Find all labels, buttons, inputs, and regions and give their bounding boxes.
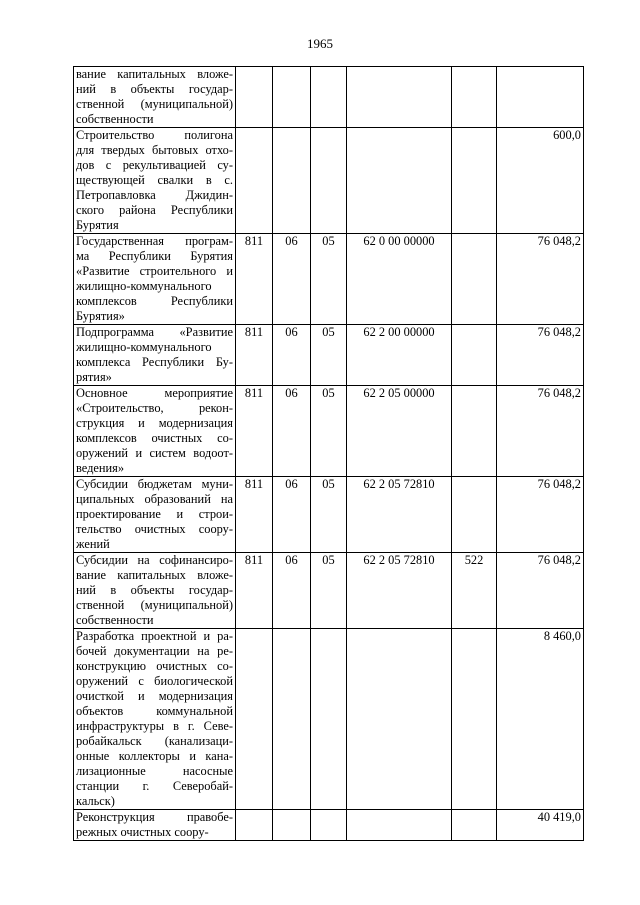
expense-type-cell [452,234,497,325]
item-name-line: объектов коммунальной [76,704,233,718]
item-name-cell [74,477,236,553]
item-name-line: ма Республики Бурятия [76,249,233,263]
target-article-cell: 62 2 05 72810 [347,477,452,553]
target-article-cell: 62 2 05 00000 [347,386,452,477]
item-name-line: комплекса Республики Бу- [76,355,233,369]
ministry-code-cell: 811 [236,386,273,477]
subsection-code-cell: 05 [311,477,347,553]
item-name-line: Субсидии бюджетам муни- [76,477,233,491]
ministry-code-cell: 811 [236,477,273,553]
item-name-line: «Развитие строительного и [76,264,233,278]
item-name-line: Бурятия» [76,309,125,323]
table-row [74,234,584,325]
item-name-line: бочей документации на ре- [76,644,233,658]
target-article-cell: 62 2 00 00000 [347,325,452,386]
item-name-line: собственности [76,112,154,126]
amount-cell [497,67,584,128]
amount-cell: 76 048,2 [497,234,584,325]
subsection-code-cell: 05 [311,234,347,325]
table-row [74,477,584,553]
subsection-code-cell: 05 [311,553,347,629]
ministry-code-cell: 811 [236,325,273,386]
item-name-line: ществующей свалки в с. [76,173,233,187]
item-name-line: ний в объекты государ- [76,583,233,597]
item-name-line: Петропавловка Джидин- [76,188,233,202]
target-article-cell: 62 0 00 00000 [347,234,452,325]
amount-cell: 40 419,0 [497,810,584,841]
item-name-cell [74,386,236,477]
ministry-code-cell [236,128,273,234]
expense-type-cell: 522 [452,553,497,629]
item-name-line: станции г. Северобай- [76,779,233,793]
expense-type-cell [452,67,497,128]
item-name-line: дов с рекультивацией су- [76,158,233,172]
item-name-line: ний в объекты государ- [76,82,233,96]
item-name-line: ского района Республики [76,203,233,217]
item-name-line: комплексов Республики [76,294,233,308]
item-name-line: жилищно-коммунального [76,279,212,293]
item-name-cell [74,810,236,841]
subsection-code-cell [311,67,347,128]
item-name-line: собственности [76,613,154,627]
item-name-cell [74,325,236,386]
item-name-line: конструкцию очистных со- [76,659,233,673]
section-code-cell: 06 [273,234,311,325]
item-name-line: проектирование и строи- [76,507,233,521]
expense-type-cell [452,477,497,553]
item-name-line: жений [76,537,110,551]
item-name-line: Субсидии на софинансиро- [76,553,233,567]
item-name-line: Реконструкция правобе- [76,810,233,824]
target-article-cell [347,128,452,234]
item-name-line: тельство очистных соору- [76,522,233,536]
table-row [74,629,584,810]
item-name-line: инфраструктуры в г. Севе- [76,719,233,733]
item-name-line: оружений и систем водоот- [76,446,233,460]
amount-cell: 76 048,2 [497,386,584,477]
table-row [74,386,584,477]
subsection-code-cell: 05 [311,386,347,477]
subsection-code-cell [311,810,347,841]
section-code-cell: 06 [273,325,311,386]
target-article-cell [347,67,452,128]
amount-cell: 76 048,2 [497,553,584,629]
item-name-line: режных очистных соору- [76,825,209,839]
section-code-cell [273,629,311,810]
ministry-code-cell [236,629,273,810]
item-name-line: рятия» [76,370,112,384]
expense-type-cell [452,325,497,386]
item-name-cell [74,67,236,128]
item-name-line: Строительство полигона [76,128,233,142]
expense-type-cell [452,386,497,477]
item-name-cell [74,553,236,629]
section-code-cell: 06 [273,553,311,629]
budget-table [73,66,584,841]
item-name-line: онные коллекторы и кана- [76,749,233,763]
subsection-code-cell [311,629,347,810]
ministry-code-cell: 811 [236,553,273,629]
item-name-line: робайкальск (канализаци- [76,734,233,748]
item-name-line: для твердых бытовых отхо- [76,143,233,157]
item-name-line: Бурятия [76,218,119,232]
section-code-cell [273,67,311,128]
item-name-line: Разработка проектной и ра- [76,629,233,643]
page-number: 1965 [307,36,333,51]
item-name-line: Основное мероприятие [76,386,233,400]
item-name-line: струкция и модернизация [76,416,233,430]
target-article-cell [347,629,452,810]
table-row [74,553,584,629]
expense-type-cell [452,810,497,841]
ministry-code-cell: 811 [236,234,273,325]
budget-table-body [74,67,584,841]
item-name-line: очисткой и модернизация [76,689,233,703]
item-name-line: Подпрограмма «Развитие [76,325,233,339]
section-code-cell: 06 [273,386,311,477]
item-name-line: ведения» [76,461,125,475]
table-row [74,67,584,128]
item-name-line: комплексов очистных со- [76,431,233,445]
target-article-cell [347,810,452,841]
item-name-line: ственной (муниципальной) [76,97,233,111]
table-row [74,325,584,386]
item-name-line: лизационные насосные [76,764,233,778]
section-code-cell: 06 [273,477,311,553]
item-name-line: кальск) [76,794,115,808]
ministry-code-cell [236,67,273,128]
item-name-line: вание капитальных вложе- [76,568,233,582]
subsection-code-cell [311,128,347,234]
section-code-cell [273,128,311,234]
expense-type-cell [452,128,497,234]
amount-cell: 8 460,0 [497,629,584,810]
target-article-cell: 62 2 05 72810 [347,553,452,629]
item-name-cell [74,234,236,325]
item-name-line: Государственная програм- [76,234,233,248]
item-name-line: вание капитальных вложе- [76,67,233,81]
item-name-cell [74,128,236,234]
expense-type-cell [452,629,497,810]
amount-cell: 600,0 [497,128,584,234]
section-code-cell [273,810,311,841]
item-name-line: ственной (муниципальной) [76,598,233,612]
item-name-cell [74,629,236,810]
table-row [74,128,584,234]
item-name-line: ципальных образований на [76,492,233,506]
amount-cell: 76 048,2 [497,477,584,553]
amount-cell: 76 048,2 [497,325,584,386]
item-name-line: «Строительство, рекон- [76,401,233,415]
subsection-code-cell: 05 [311,325,347,386]
item-name-line: жилищно-коммунального [76,340,212,354]
item-name-line: оружений с биологической [76,674,233,688]
table-row [74,810,584,841]
ministry-code-cell [236,810,273,841]
